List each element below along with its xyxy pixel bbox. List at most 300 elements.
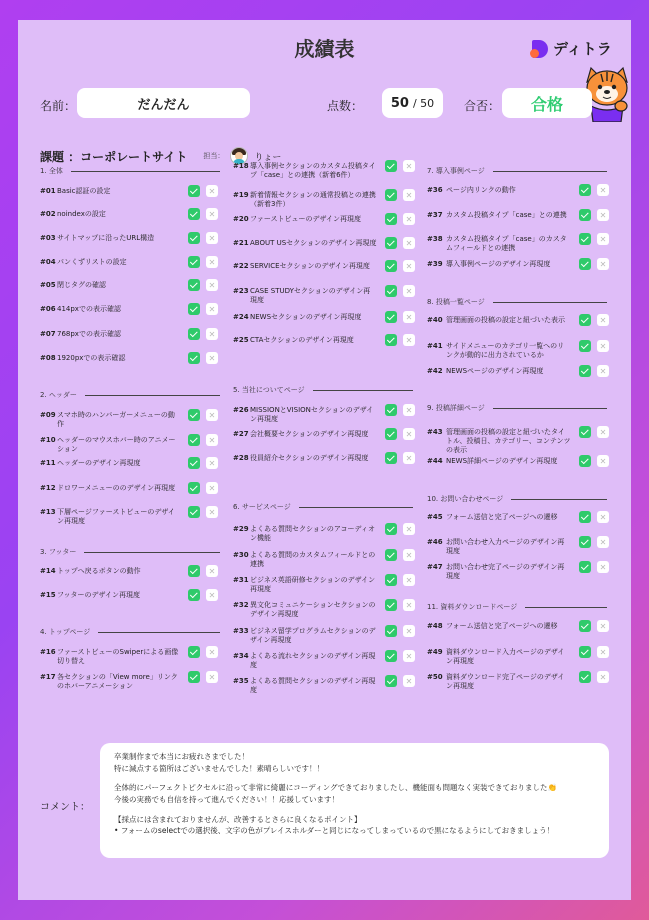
check-icon[interactable] — [188, 506, 200, 518]
logo — [532, 38, 612, 59]
item-number: #02 — [40, 210, 56, 218]
cross-icon[interactable]: ✕ — [403, 523, 415, 535]
checklist-item — [40, 484, 184, 504]
check-icon[interactable] — [385, 189, 397, 201]
score-label: 点数： — [327, 99, 364, 113]
item-label: ドロワーメニューののデザイン再現度 — [57, 484, 176, 492]
checklist-item — [40, 234, 184, 254]
item-number: #39 — [427, 260, 443, 268]
person-label: 担当： — [203, 152, 225, 160]
section-header — [40, 627, 220, 637]
cross-icon[interactable]: ✕ — [597, 426, 609, 438]
checklist-item — [40, 258, 184, 278]
item-label: 導入事例ページのデザイン再現度 — [446, 260, 551, 268]
check-icon[interactable] — [385, 404, 397, 416]
item-label: よくある流れセクションのデザイン再現度 — [250, 652, 376, 669]
checklist-item — [40, 673, 184, 693]
section-title: 5. 当社についてページ — [233, 386, 305, 394]
item-number: #22 — [233, 262, 249, 270]
score-value: 50 — [390, 95, 409, 111]
item-label: ファーストビューのSwiperによる画像切り替え — [57, 648, 179, 665]
cross-icon[interactable]: ✕ — [206, 434, 218, 446]
item-label: CTAセクションのデザイン再現度 — [250, 336, 354, 344]
section-header — [40, 547, 220, 557]
item-number: #08 — [40, 354, 56, 362]
section-header — [427, 403, 607, 413]
check-icon[interactable] — [385, 523, 397, 535]
check-icon[interactable] — [385, 650, 397, 662]
item-number: #34 — [233, 652, 249, 660]
item-label: 管理画面の投稿の設定と紐づいた表示 — [446, 316, 565, 324]
comment-box — [100, 743, 609, 858]
item-number: #23 — [233, 287, 249, 295]
item-label: NEWSセクションのデザイン再現度 — [250, 313, 362, 321]
checklist-item — [427, 342, 575, 362]
comment-line: 【採点には含まれておりませんが、改善するとさらに良くなるポイント】 — [114, 814, 362, 824]
item-label: サイトマップに沿ったURL構造 — [57, 234, 155, 242]
item-number: #46 — [427, 538, 443, 546]
cross-icon[interactable]: ✕ — [403, 311, 415, 323]
checklist-item — [233, 551, 381, 571]
checklist-item — [427, 235, 575, 255]
item-number: #07 — [40, 330, 56, 338]
section-divider — [493, 302, 607, 303]
score-total: / 50 — [412, 96, 435, 110]
page-title: 成績表 — [294, 37, 355, 61]
checklist-item — [233, 313, 381, 333]
checklist-item — [233, 336, 381, 356]
item-number: #42 — [427, 367, 443, 375]
checklist-item — [427, 316, 575, 336]
item-number: #19 — [233, 191, 249, 199]
item-number: #20 — [233, 215, 249, 223]
section-title: 7. 導入事例ページ — [427, 167, 485, 175]
check-icon[interactable] — [579, 536, 591, 548]
section-header — [233, 385, 413, 395]
item-number: #25 — [233, 336, 249, 344]
section-divider — [85, 395, 220, 396]
cross-icon[interactable]: ✕ — [206, 589, 218, 601]
checklist-item — [233, 287, 381, 307]
section-title: 9. 投稿詳細ページ — [427, 404, 485, 412]
checklist-item — [427, 648, 575, 668]
check-icon[interactable] — [579, 620, 591, 632]
check-icon[interactable] — [385, 213, 397, 225]
checklist-item — [233, 576, 381, 596]
item-label: サイドメニューのカテゴリ一覧へのリンクが動的に出力されているか — [446, 342, 565, 359]
checklist-item — [40, 305, 184, 325]
cross-icon[interactable]: ✕ — [403, 237, 415, 249]
item-label: 各セクションの「View more」リンクのホバーアニメーション — [57, 673, 178, 690]
item-label: MISSIONとVISIONセクションのデザイン再現度 — [250, 406, 374, 423]
cross-icon[interactable]: ✕ — [597, 455, 609, 467]
item-number: #01 — [40, 187, 56, 195]
checklist-item — [40, 459, 184, 479]
checklist-item — [233, 677, 381, 697]
item-number: #29 — [233, 525, 249, 533]
checklist-item — [427, 260, 575, 280]
check-icon[interactable] — [579, 455, 591, 467]
cross-icon[interactable]: ✕ — [597, 646, 609, 658]
item-number: #41 — [427, 342, 443, 350]
checklist-item — [233, 601, 381, 621]
checklist-item — [40, 330, 184, 350]
comment-gap — [114, 806, 595, 814]
cross-icon[interactable]: ✕ — [206, 208, 218, 220]
check-icon[interactable] — [385, 160, 397, 172]
item-label: よくある質問セクションのデザイン再現度 — [250, 677, 376, 694]
item-number: #50 — [427, 673, 443, 681]
cross-icon[interactable]: ✕ — [403, 213, 415, 225]
cross-icon[interactable]: ✕ — [597, 536, 609, 548]
item-number: #30 — [233, 551, 249, 559]
item-label: 導入事例セクションのカスタム投稿タイプ「case」との連携（新着6件） — [250, 162, 376, 179]
check-icon[interactable] — [385, 311, 397, 323]
item-number: #49 — [427, 648, 443, 656]
cross-icon[interactable]: ✕ — [597, 365, 609, 377]
comment-line: 卒業制作まで本当にお疲れさまでした！ — [114, 752, 249, 761]
item-label: カスタム投稿タイプ「case」のカスタムフィールドとの連携 — [446, 235, 567, 252]
check-icon[interactable] — [188, 589, 200, 601]
cross-icon[interactable]: ✕ — [206, 185, 218, 197]
checklist-item — [427, 673, 575, 693]
item-number: #06 — [40, 305, 56, 313]
check-icon[interactable] — [188, 646, 200, 658]
check-icon[interactable] — [385, 334, 397, 346]
comment-line: 特に減点する箇所はございませんでした！素晴らしいです！！ — [114, 763, 324, 773]
checklist-item — [233, 262, 381, 282]
item-label: トップへ戻るボタンの動作 — [57, 567, 141, 575]
comment-gap — [114, 774, 595, 782]
check-icon[interactable] — [579, 426, 591, 438]
cross-icon[interactable]: ✕ — [206, 303, 218, 315]
cross-icon[interactable]: ✕ — [597, 258, 609, 270]
item-label: Basic認証の設定 — [57, 187, 111, 195]
check-icon[interactable] — [385, 549, 397, 561]
check-icon[interactable] — [385, 237, 397, 249]
check-icon[interactable] — [385, 285, 397, 297]
item-number: #17 — [40, 673, 56, 681]
check-icon[interactable] — [188, 565, 200, 577]
checklist-item — [40, 354, 184, 374]
item-label: ABOUT USセクションのデザイン再現度 — [250, 239, 377, 247]
cross-icon[interactable]: ✕ — [403, 285, 415, 297]
section-title: 2. ヘッダー — [40, 391, 77, 399]
cross-icon[interactable]: ✕ — [403, 675, 415, 687]
cross-icon[interactable]: ✕ — [403, 625, 415, 637]
check-icon[interactable] — [385, 452, 397, 464]
section-title: 6. サービスページ — [233, 503, 291, 511]
item-label: カスタム投稿タイプ「case」との連携 — [446, 211, 567, 219]
check-icon[interactable] — [188, 232, 200, 244]
cross-icon[interactable]: ✕ — [403, 189, 415, 201]
check-icon[interactable] — [579, 511, 591, 523]
check-icon[interactable] — [188, 457, 200, 469]
check-icon[interactable] — [579, 314, 591, 326]
checklist-item — [427, 622, 575, 642]
check-icon[interactable] — [579, 184, 591, 196]
cross-icon[interactable]: ✕ — [403, 428, 415, 440]
item-number: #33 — [233, 627, 249, 635]
section-divider — [313, 390, 413, 391]
section-header — [427, 602, 607, 612]
checklist-item — [233, 191, 381, 211]
checklist-item — [427, 186, 575, 206]
cross-icon[interactable]: ✕ — [597, 620, 609, 632]
comment-line: 全体的にパーフェクトピクセルに沿って非常に綺麗にコーディングできておりましたし、機能面も問題なく実装できておりました👏 — [114, 783, 557, 793]
item-number: #10 — [40, 436, 56, 444]
check-icon[interactable] — [188, 328, 200, 340]
item-number: #04 — [40, 258, 56, 266]
subject-title: 課題 ：コーポレートサイト — [40, 149, 188, 164]
score-field — [382, 88, 443, 118]
checklist-item — [40, 210, 184, 230]
check-icon[interactable] — [188, 409, 200, 421]
cross-icon[interactable]: ✕ — [403, 599, 415, 611]
item-number: #35 — [233, 677, 249, 685]
cross-icon[interactable]: ✕ — [206, 409, 218, 421]
item-number: #03 — [40, 234, 56, 242]
checklist-item — [427, 428, 575, 454]
item-label: 管理画面の投稿の設定と紐づいたタイトル、投稿日、カテゴリー、コンテンツの表示 — [446, 428, 571, 454]
section-divider — [98, 632, 220, 633]
item-label: 新着情報セクションの通常投稿との連携（新着3件） — [250, 191, 376, 208]
cross-icon[interactable]: ✕ — [403, 160, 415, 172]
cross-icon[interactable]: ✕ — [206, 565, 218, 577]
section-divider — [493, 171, 607, 172]
item-number: #21 — [233, 239, 249, 247]
item-label: 異文化コミュニケーションセクションのデザイン再現度 — [250, 601, 376, 618]
item-label: 会社概要セクションのデザイン再現度 — [250, 430, 369, 438]
checklist-item — [233, 454, 381, 474]
item-label: NEWSページのデザイン再現度 — [446, 367, 544, 375]
item-label: ビジネス留学プログラムセクションのデザイン再現度 — [250, 627, 376, 644]
check-icon[interactable] — [188, 303, 200, 315]
checklist-item — [427, 513, 575, 533]
item-label: 768pxでの表示確認 — [57, 330, 121, 338]
item-label: 1920pxでの表示確認 — [57, 354, 126, 362]
checklist-item — [40, 436, 184, 456]
checklist-item — [233, 525, 381, 545]
item-number: #44 — [427, 457, 443, 465]
checklist-item — [40, 281, 184, 301]
cross-icon[interactable]: ✕ — [597, 561, 609, 573]
checklist-item — [427, 457, 575, 477]
item-label: 資料ダウンロード完了ページのデザイン再現度 — [446, 673, 565, 690]
logo-mark-icon — [532, 40, 548, 58]
section-divider — [299, 507, 413, 508]
item-label: フッターのデザイン再現度 — [57, 591, 141, 599]
check-icon[interactable] — [188, 208, 200, 220]
cross-icon[interactable]: ✕ — [206, 352, 218, 364]
checklist-item — [40, 567, 184, 587]
cross-icon[interactable]: ✕ — [597, 511, 609, 523]
check-icon[interactable] — [579, 209, 591, 221]
item-number: #18 — [233, 162, 249, 170]
item-number: #26 — [233, 406, 249, 414]
item-label: 資料ダウンロード入力ページのデザイン再現度 — [446, 648, 565, 665]
item-label: ページ内リンクの動作 — [446, 186, 516, 194]
cross-icon[interactable]: ✕ — [206, 671, 218, 683]
logo-text: ディトラ — [553, 40, 612, 58]
section-title: 8. 投稿一覧ページ — [427, 298, 485, 306]
item-label: お問い合わせ入力ページのデザイン再現度 — [446, 538, 565, 555]
comment-line: 今後の実務でも自信を持って進んでください！！応援しています！ — [114, 794, 339, 804]
cross-icon[interactable]: ✕ — [597, 233, 609, 245]
check-icon[interactable] — [579, 233, 591, 245]
checklist-item — [233, 406, 381, 426]
item-number: #24 — [233, 313, 249, 321]
cross-icon[interactable]: ✕ — [597, 314, 609, 326]
checklist-item — [40, 648, 184, 668]
cross-icon[interactable]: ✕ — [206, 232, 218, 244]
cross-icon[interactable]: ✕ — [206, 646, 218, 658]
section-divider — [84, 552, 220, 553]
item-number: #47 — [427, 563, 443, 571]
cross-icon[interactable]: ✕ — [206, 328, 218, 340]
section-header — [427, 297, 607, 307]
item-number: #38 — [427, 235, 443, 243]
item-label: CASE STUDYセクションのデザイン再現度 — [250, 287, 371, 304]
section-title: 1. 全体 — [40, 167, 63, 175]
item-number: #31 — [233, 576, 249, 584]
check-icon[interactable] — [385, 625, 397, 637]
item-label: よくある質問セクションのアコーディオン機能 — [250, 525, 375, 542]
item-number: #45 — [427, 513, 443, 521]
result-label: 合否： — [464, 99, 501, 113]
cross-icon[interactable]: ✕ — [597, 340, 609, 352]
check-icon[interactable] — [385, 260, 397, 272]
cross-icon[interactable]: ✕ — [403, 549, 415, 561]
check-icon[interactable] — [188, 256, 200, 268]
item-number: #43 — [427, 428, 443, 436]
checklist-item — [233, 239, 381, 259]
cross-icon[interactable]: ✕ — [206, 506, 218, 518]
score-sheet — [18, 20, 631, 900]
check-icon[interactable] — [579, 365, 591, 377]
checklist-item — [233, 430, 381, 450]
check-icon[interactable] — [579, 646, 591, 658]
item-label: ビジネス英語研修セクションのデザイン再現度 — [250, 576, 376, 593]
checklist-item — [233, 652, 381, 672]
comment-bullet: • フォームのselectでの選択後、文字の色がプレイスホルダーと同じになってしまっているので黒になるようにしておきましょう！ — [114, 825, 595, 837]
cross-icon[interactable]: ✕ — [403, 574, 415, 586]
section-title: 10. お問い合わせページ — [427, 495, 504, 503]
check-icon[interactable] — [188, 185, 200, 197]
check-icon[interactable] — [385, 428, 397, 440]
item-number: #13 — [40, 508, 56, 516]
check-icon[interactable] — [579, 561, 591, 573]
cross-icon[interactable]: ✕ — [403, 334, 415, 346]
item-number: #16 — [40, 648, 56, 656]
cross-icon[interactable]: ✕ — [206, 482, 218, 494]
section-divider — [525, 607, 607, 608]
section-title: 11. 資料ダウンロードページ — [427, 603, 518, 611]
section-header — [40, 166, 220, 176]
checklist-item — [427, 538, 575, 558]
item-label: フォーム送信と完了ページへの遷移 — [446, 622, 558, 630]
item-label: お問い合わせ完了ページのデザイン再現度 — [446, 563, 565, 580]
item-label: 下層ページファーストビューのデザイン再現度 — [57, 508, 175, 525]
checklist-item — [233, 215, 381, 235]
item-label: 414pxでの表示確認 — [57, 305, 121, 313]
item-label: 閉じタグの確認 — [57, 281, 106, 289]
item-number: #32 — [233, 601, 249, 609]
checklist-item — [427, 211, 575, 231]
section-divider — [493, 408, 607, 409]
cross-icon[interactable]: ✕ — [403, 260, 415, 272]
section-divider — [511, 499, 607, 500]
item-number: #27 — [233, 430, 249, 438]
check-icon[interactable] — [579, 258, 591, 270]
check-icon[interactable] — [579, 340, 591, 352]
check-icon[interactable] — [579, 671, 591, 683]
section-header — [40, 390, 220, 400]
name-field: だんだん — [77, 88, 250, 118]
item-label: NEWS詳細ページのデザイン再現度 — [446, 457, 558, 465]
section-header — [427, 494, 607, 504]
item-label: パンくずリストの設定 — [57, 258, 127, 266]
item-number: #09 — [40, 411, 56, 419]
name-label: 名前： — [40, 99, 77, 113]
item-number: #37 — [427, 211, 443, 219]
cross-icon[interactable]: ✕ — [597, 209, 609, 221]
check-icon[interactable] — [188, 352, 200, 364]
checklist-item — [40, 411, 184, 431]
item-number: #28 — [233, 454, 249, 462]
comment-label: コメント： — [40, 802, 90, 813]
checklist-item — [233, 162, 381, 182]
item-label: 役員紹介セクションのデザイン再現度 — [250, 454, 369, 462]
item-label: ヘッダーのマウスホバー時のアニメーション — [57, 436, 176, 453]
person-name: りょー — [254, 152, 282, 163]
check-icon[interactable] — [188, 482, 200, 494]
item-number: #48 — [427, 622, 443, 630]
item-number: #05 — [40, 281, 56, 289]
cross-icon[interactable]: ✕ — [206, 457, 218, 469]
section-divider — [71, 171, 220, 172]
item-label: よくある質問のカスタムフィールドとの連携 — [250, 551, 376, 568]
cross-icon[interactable]: ✕ — [403, 404, 415, 416]
item-label: ヘッダーのデザイン再現度 — [57, 459, 141, 467]
cross-icon[interactable]: ✕ — [206, 279, 218, 291]
checklist-item — [40, 187, 184, 207]
item-number: #15 — [40, 591, 56, 599]
checklist-item — [40, 508, 184, 528]
item-label: フォーム送信と完了ページへの遷移 — [446, 513, 558, 521]
check-icon[interactable] — [385, 675, 397, 687]
section-title: 4. トップページ — [40, 628, 91, 636]
checklist-item — [233, 627, 381, 647]
item-number: #11 — [40, 459, 56, 467]
cross-icon[interactable]: ✕ — [597, 184, 609, 196]
cross-icon[interactable]: ✕ — [206, 256, 218, 268]
section-header — [233, 502, 413, 512]
item-label: noindexの設定 — [57, 210, 106, 218]
result-field: 合格 — [502, 88, 592, 118]
check-icon[interactable] — [385, 599, 397, 611]
item-number: #14 — [40, 567, 56, 575]
cross-icon[interactable]: ✕ — [403, 650, 415, 662]
item-label: ファーストビューのデザイン再現度 — [250, 215, 362, 223]
cross-icon[interactable]: ✕ — [403, 452, 415, 464]
check-icon[interactable] — [188, 671, 200, 683]
check-icon[interactable] — [188, 279, 200, 291]
check-icon[interactable] — [385, 574, 397, 586]
cross-icon[interactable]: ✕ — [597, 671, 609, 683]
check-icon[interactable] — [188, 434, 200, 446]
section-header — [427, 166, 607, 176]
